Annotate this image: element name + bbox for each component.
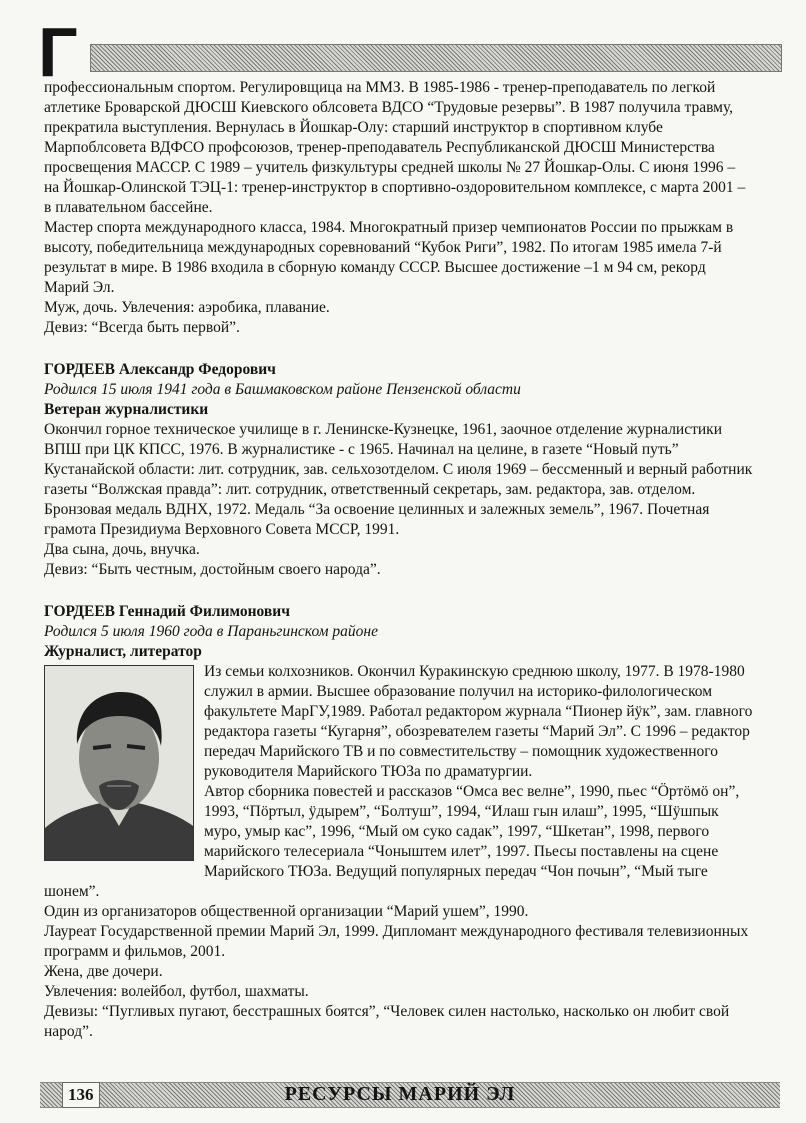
page-number: 136 — [62, 1082, 100, 1108]
entry-birth: Родился 15 июля 1941 года в Башмаковском районе Пензенской области — [44, 381, 521, 398]
entry-paragraph: Девиз: “Быть честным, достойным своего народа”. — [44, 561, 381, 578]
entry-gordeev-gennady — [44, 602, 754, 1042]
entry-paragraph: Девиз: “Всегда быть первой”. — [44, 319, 240, 336]
entry-paragraph: Жена, две дочери. — [44, 963, 163, 980]
entry-paragraph: Муж, дочь. Увлечения: аэробика, плавание. — [44, 299, 330, 316]
entry-name: ГОРДЕЕВ Александр Федорович — [44, 361, 276, 378]
entry-paragraph: Девизы: “Пугливых пугают, бесстрашных боятся”, “Человек силен настолько, насколько он любит свой народ”. — [44, 1003, 730, 1040]
entry-paragraph: Автор сборника повестей и рассказов “Омса вес велне”, 1990, пьес “Ӧртӧмӧ он”, 1993, “Пӧртыл, ӱдырем”, “Болтуш”, 1994, “Илаш гын илаш”, 1995, “Шӱшпык муро, умыр кас”, 1996, “Мый ом суко садак”, 1997, “Шкетан”, 1998, первого марийского телесериала “Чоныштем илет”, 1997. Пьесы поставлены на сцене Марийского ТЮЗа. Ведущий популярных передач “Чон почын”, “Мый тыге шонем”. — [44, 783, 740, 900]
entry-paragraph: Увлечения: волейбол, футбол, шахматы. — [44, 983, 309, 1000]
entry-name: ГОРДЕЕВ Геннадий Филимонович — [44, 603, 290, 620]
page-content — [44, 78, 754, 1042]
section-letter: Г — [38, 13, 78, 91]
entry-gordeev-alexander — [44, 360, 754, 580]
entry-paragraph: Лауреат Государственной премии Марий Эл, 1999. Дипломант международного фестиваля телевизионных программ и фильмов, 2001. — [44, 923, 749, 960]
entry-birth: Родился 5 июля 1960 года в Параньгинском районе — [44, 623, 378, 640]
entry-paragraph: Окончил горное техническое училище в г. Ленинске-Кузнецке, 1961, заочное отделение журналистики ВПШ при ЦК КПСС, 1976. В журналистике - с 1965. Начинал на целине, в газете “Новый путь” Кустанайской области: лит. сотрудник, зав. сельхозотделом. С июля 1969 – бессменный и верный работник газеты “Волжская правда”: лит. сотрудник, ответственный секретарь, зам. редактора, зав. отделом. — [44, 421, 753, 498]
entry-role: Ветеран журналистики — [44, 401, 209, 418]
entry-paragraph: Из семьи колхозников. Окончил Куракинскую среднюю школу, 1977. В 1978-1980 служил в армии. Высшее образование получил на историко-филологическом факультете МарГУ,1989. Работал редактором журнала “Пионер йӱк”, зам. главного редактора газеты “Кугарня”, обозревателем газеты “Марий Эл”. С 1996 – редактор передач Марийского ТВ и по совместительству – помощник художественного руководителя Марийского ТЮЗа по драматургии. — [204, 663, 753, 780]
entry-role: Журналист, литератор — [44, 643, 202, 660]
entry-paragraph: Мастер спорта международного класса, 1984. Многократный призер чемпионатов России по прыжкам в высоту, победительница международных соревнований “Кубок Риги”, 1982. По итогам 1985 имела 7-й результат в мире. В 1986 входила в сборную команду СССР. Высшее достижение –1 м 94 см, рекорд Марий Эл. — [44, 219, 734, 296]
entry-continuation — [44, 78, 754, 338]
header-band — [90, 44, 782, 72]
entry-paragraph: Бронзовая медаль ВДНХ, 1972. Медаль “За освоение целинных и залежных земель”, 1967. Почетная грамота Президиума Верховного Совета МССР, 1991. — [44, 501, 710, 538]
footer-title: РЕСУРСЫ МАРИЙ ЭЛ — [284, 1083, 516, 1105]
entry-paragraph: профессиональным спортом. Регулировщица на ММЗ. В 1985-1986 - тренер-преподаватель по легкой атлетике Броварской ДЮСШ Киевского облсовета ВДСО “Трудовые резервы”. В 1987 получила травму, прекратила выступления. Вернулась в Йошкар-Олу: старший инструктор в спортивном клубе Марпоблсовета ВДФСО профсоюзов, тренер-преподаватель Республиканской ДЮСШ Министерства просвещения МАССР. С 1989 – учитель физкультуры средней школы № 27 Йошкар-Олы. С июня 1996 – на Йошкар-Олинской ТЭЦ-1: тренер-инструктор в спортивно-оздоровительном комплексе, с марта 2001 – в плавательном бассейне. — [44, 79, 746, 216]
entry-paragraph: Два сына, дочь, внучка. — [44, 541, 200, 558]
portrait-image — [45, 666, 193, 860]
entry-paragraph: Один из организаторов общественной организации “Марий ушем”, 1990. — [44, 903, 529, 920]
portrait-photo — [44, 665, 194, 861]
